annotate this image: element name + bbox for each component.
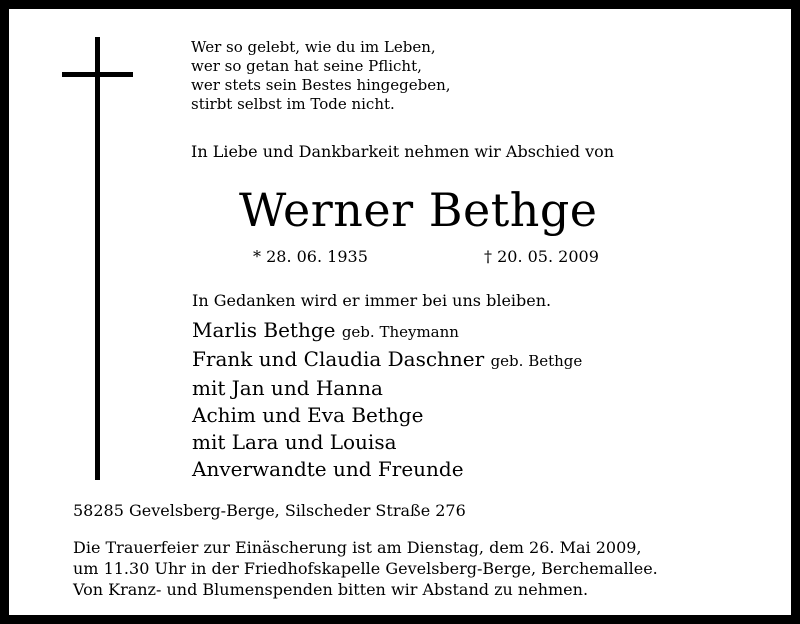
address: 58285 Gevelsberg-Berge, Silscheder Straße 276 — [73, 501, 466, 520]
mourner-name: mit Jan und Hanna — [192, 376, 383, 400]
mourner-name: Frank und Claudia Daschner — [192, 347, 485, 371]
deceased-name: Werner Bethge — [239, 183, 598, 237]
poem — [191, 38, 451, 114]
mourner-row — [192, 429, 582, 456]
funeral-info — [73, 537, 658, 600]
cross-icon — [95, 37, 100, 480]
mourner-row — [192, 456, 582, 483]
obituary-notice — [9, 9, 791, 615]
poem-line: stirbt selbst im Tode nicht. — [191, 95, 395, 113]
mourner-row — [192, 402, 582, 429]
poem-line: wer so getan hat seine Pflicht, — [191, 57, 422, 75]
mourners-list — [192, 317, 582, 483]
mourner-name: mit Lara und Louisa — [192, 430, 397, 454]
funeral-line: um 11.30 Uhr in der Friedhofskapelle Gevelsberg-Berge, Berchemallee. — [73, 559, 658, 578]
mourner-row — [192, 346, 582, 375]
intro-text: In Liebe und Dankbarkeit nehmen wir Abschied von — [191, 142, 615, 161]
mourner-name: Anverwandte und Freunde — [192, 457, 464, 481]
poem-line: Wer so gelebt, wie du im Leben, — [191, 38, 436, 56]
death-date: † 20. 05. 2009 — [484, 247, 599, 266]
mourner-row — [192, 375, 582, 402]
remembrance-text: In Gedanken wird er immer bei uns bleiben. — [192, 291, 552, 310]
mourner-note: geb. Theymann — [341, 323, 459, 341]
mourner-note: geb. Bethge — [490, 352, 583, 370]
mourner-row — [192, 317, 582, 346]
mourner-name: Marlis Bethge — [192, 318, 336, 342]
funeral-line: Die Trauerfeier zur Einäscherung ist am Dienstag, dem 26. Mai 2009, — [73, 538, 642, 557]
mourner-name: Achim und Eva Bethge — [192, 403, 424, 427]
funeral-line: Von Kranz- und Blumenspenden bitten wir Abstand zu nehmen. — [73, 580, 589, 599]
poem-line: wer stets sein Bestes hingegeben, — [191, 76, 451, 94]
birth-date: * 28. 06. 1935 — [253, 247, 368, 266]
cross-icon-bar — [62, 72, 133, 77]
